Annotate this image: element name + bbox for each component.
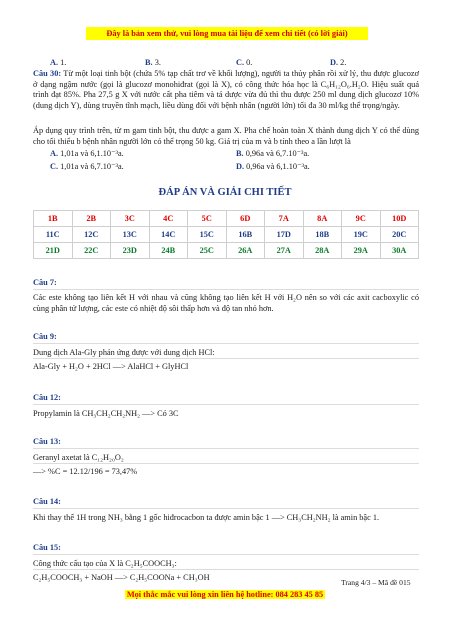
answer-row xyxy=(34,243,419,259)
answer-cell: 25C xyxy=(188,243,227,259)
solution-7-text: Các este không tạo liên kết H với nhau và cũng không tạo liên kết H với H₂O nên so với các axit cacboxylic có cùng phân tử lượng, các este có nhiệt độ sôi thấp hơn và độ tan nhỏ hơn. xyxy=(33,293,419,313)
prev-option-a: A. 1. xyxy=(50,58,67,67)
solution-13-line-2: —> %C = 12.12/196 = 73,47% xyxy=(33,467,138,476)
preview-banner: Đây là bản xem thử, vui lòng mua tài liệu để xem chi tiết (có lời giải) xyxy=(86,27,368,40)
answer-cell: 21D xyxy=(34,243,73,259)
divider xyxy=(33,463,419,464)
q30-option-d: D. 0,96a và 6,1.10⁻³a. xyxy=(236,162,310,171)
answer-row xyxy=(34,227,419,243)
divider xyxy=(33,448,419,449)
answer-cell: 30A xyxy=(380,243,419,259)
answer-cell: 15C xyxy=(188,227,227,243)
answer-cell: 14C xyxy=(149,227,188,243)
answer-cell: 29A xyxy=(342,243,381,259)
answer-cell: 10D xyxy=(380,211,419,227)
q30-option-c: C. 1,01a và 6,7.10⁻³a. xyxy=(50,162,124,171)
answer-row xyxy=(34,211,419,227)
question-30-text2: Áp dụng quy trình trên, từ m gam tinh bột, thu được a gam X. Pha chế hoàn toàn X thành dung dịch Y có thể dùng cho tối thiểu b bệnh nhân người lớn có thể trọng 50 kg. Giá trị của m và b tính theo a lần lượt là xyxy=(33,126,419,146)
solution-9-line-2: Ala-Gly + H₂O + 2HCl —> AlaHCl + GlyHCl xyxy=(33,362,189,371)
divider xyxy=(33,404,419,405)
answer-cell: 23D xyxy=(111,243,150,259)
solution-13-line-1: Geranyl axetat là C₁₂H₂₀O₂ xyxy=(33,453,124,462)
answer-cell: 11C xyxy=(34,227,73,243)
answer-cell: 22C xyxy=(72,243,111,259)
answer-cell: 7A xyxy=(265,211,304,227)
question-30-text: Từ một loại tinh bột (chứa 5% tạp chất trơ về khối lượng), người ta thủy phân rồi xử lý, thu được glucozơ ở dạng ngậm nước (gọi là glucozơ monohiđrat (gọi là X), có công thức hóa học là C₆H₁₂O₆.H₂O. Hiệu suất quá trình đạt 85%. Pha 27,5 g X với nước cất pha tiêm và tá dược vừa đủ thì thu được 250 ml dung dịch glucozơ 10% (dung dịch Y), dùng truyền tĩnh mạch, liều dùng đối với bệnh nhân (người lớn) tối đa 30 ml/kg thể trọng/ngày. xyxy=(33,69,419,110)
solution-12-label: Câu 12: xyxy=(33,393,61,402)
question-30 xyxy=(33,69,419,111)
divider xyxy=(33,289,419,290)
solution-15-label: Câu 15: xyxy=(33,543,61,552)
solution-15-line-1: Công thức cấu tạo của X là C₂H₅COOCH₃: xyxy=(33,559,177,568)
answer-cell: 28A xyxy=(303,243,342,259)
answer-cell: 6D xyxy=(226,211,265,227)
answer-cell: 1B xyxy=(34,211,73,227)
hotline-footer xyxy=(0,589,450,600)
answer-cell: 9C xyxy=(342,211,381,227)
q30-option-a: A. 1,01a và 6,1.10⁻³a. xyxy=(50,149,124,158)
divider xyxy=(33,554,419,555)
solution-14-line-1: Khi thay thế 1H trong NH₃ bằng 1 gốc hiđrocacbon ta được amin bậc 1 —> CH₃CH₂NH₂ là amin bậc 1. xyxy=(33,513,380,522)
q30-option-b: B. 0,96a và 6,7.10⁻³a. xyxy=(236,149,310,158)
solution-9-label: Câu 9: xyxy=(33,332,57,341)
solution-7-label: Câu 7: xyxy=(33,278,57,287)
answer-cell: 18B xyxy=(303,227,342,243)
answer-cell: 26A xyxy=(226,243,265,259)
prev-option-b: B. 3. xyxy=(145,58,161,67)
answer-table xyxy=(33,210,419,259)
answer-cell: 27A xyxy=(265,243,304,259)
solution-12-line-1: Propylamin là CH₃CH₂CH₂NH₂ —> Có 3C xyxy=(33,409,179,418)
answer-cell: 12C xyxy=(72,227,111,243)
solution-9-line-1: Dung dịch Ala-Gly phản ứng được với dung dịch HCl: xyxy=(33,348,215,357)
answer-cell: 24B xyxy=(149,243,188,259)
answer-cell: 3C xyxy=(111,211,150,227)
solution-title: ĐÁP ÁN VÀ GIẢI CHI TIẾT xyxy=(158,187,292,198)
question-30-label: Câu 30: xyxy=(33,69,62,78)
answer-cell: 20C xyxy=(380,227,419,243)
prev-option-c: C. 0. xyxy=(236,58,253,67)
answer-cell: 2B xyxy=(72,211,111,227)
divider xyxy=(33,508,419,509)
solution-13-label: Câu 13: xyxy=(33,437,61,446)
answer-cell: 17D xyxy=(265,227,304,243)
divider xyxy=(33,343,419,344)
divider xyxy=(33,358,419,359)
answer-cell: 19C xyxy=(342,227,381,243)
prev-option-d: D. 2. xyxy=(330,58,347,67)
hotline-text: Mọi thắc mắc vui lòng xin liên hệ hotline: 084 283 45 85 xyxy=(126,590,324,599)
answer-cell: 4C xyxy=(149,211,188,227)
solution-14-label: Câu 14: xyxy=(33,497,61,506)
page-number: Trang 4/3 – Mã đề 015 xyxy=(341,578,411,587)
answer-cell: 5C xyxy=(188,211,227,227)
answer-cell: 16B xyxy=(226,227,265,243)
answer-cell: 13C xyxy=(111,227,150,243)
divider xyxy=(33,569,419,570)
answer-cell: 8A xyxy=(303,211,342,227)
solution-15-line-2: C₂H₅COOCH₃ + NaOH —> C₂H₅COONa + CH₃OH xyxy=(33,573,210,582)
